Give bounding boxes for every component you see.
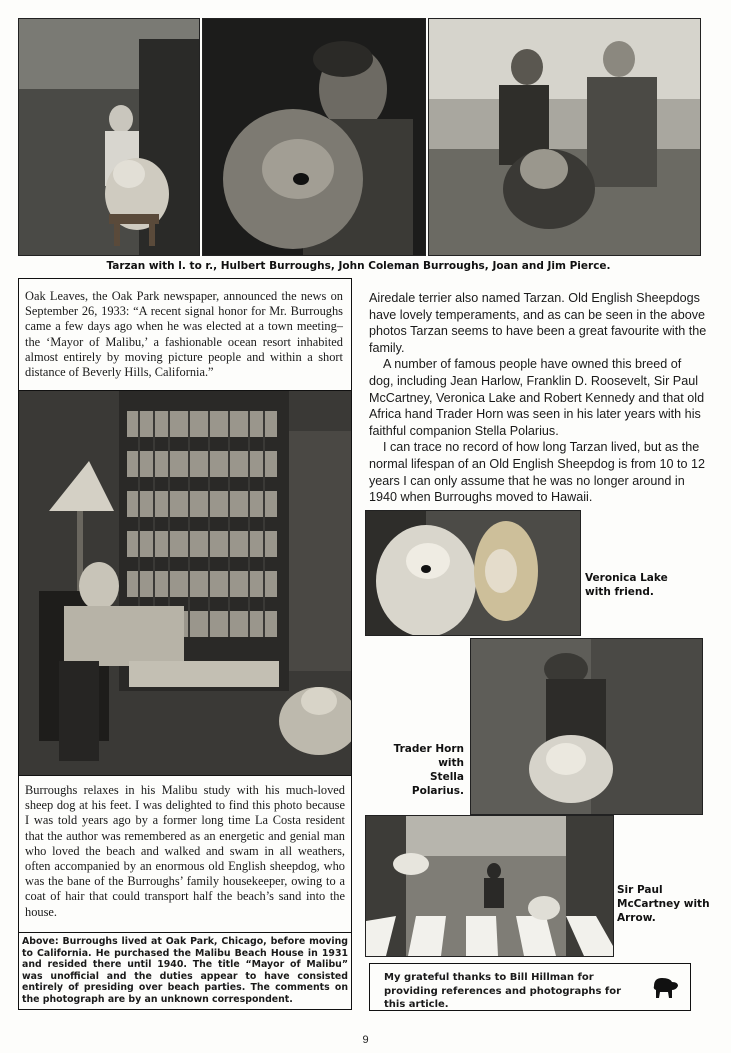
photo-hulbert-burroughs (18, 18, 200, 256)
right-column-text (369, 290, 707, 506)
right-paragraph-2: A number of famous people have owned this breed of dog, including Jean Harlow, Franklin D. Roosevelt, Sir Paul McCartney, Veronica Lake and Robert Kennedy and that old Africa hand Trader Horn was seen in his later years with his faithful companion Stella Polarius. (369, 357, 705, 438)
photo-joan-and-jim-pierce (428, 18, 701, 256)
intro-paragraph: Oak Leaves, the Oak Park newspaper, announced the news on September 26, 1933: “A recent signal honor for Mr. Burroughs came a few days ago when he was elected at a town meeting–the ‘Mayor of Malibu,’ a fashionable ocean resort inhabited almost entirely by moving picture people and within a short distance of Beverly Hills, California.” (25, 289, 343, 380)
photo-trader-horn (470, 638, 703, 815)
study-photo-caption: Burroughs relaxes in his Malibu study with his much-loved sheep dog at his feet. I was delighted to find this photo because I was told years ago by a former long time La Costa resident that the author was remembered as an energetic and genial man who loved the beach and walked and swam in all weathers, often accompanied by an enormous old English sheepdog, who was the bane of the Burroughs’ family housekeeper, owing to a coat of hair that could transport half the beach’s sand into the house. (25, 783, 345, 919)
trader-horn-caption: Trader Horn with Stella Polarius. (393, 743, 464, 797)
bottom-note-text: Above: Burroughs lived at Oak Park, Chicago, before moving to California. He purchased the Malibu Beach House in 1931 and resided there until 1940. The title “Mayor of Malibu” was unofficial and the duties appear to have consisted entirely of presiding over beach parties. The comments on the photograph are by an unknown correspondent. (22, 936, 348, 1005)
thanks-text: My grateful thanks to Bill Hillman for providing references and photographs for this article. (384, 972, 622, 1010)
sheepdog-icon (650, 972, 680, 1002)
mccartney-caption: Sir Paul McCartney with Arrow. (617, 884, 710, 924)
photo-veronica-lake (365, 510, 581, 636)
photo-john-coleman-burroughs (202, 18, 426, 256)
photo-paul-mccartney (365, 815, 614, 957)
top-photos-caption: Tarzan with l. to r., Hulbert Burroughs, John Coleman Burroughs, Joan and Jim Pierce. (106, 260, 611, 272)
photo-malibu-study (19, 390, 351, 776)
right-paragraph-1: Airedale terrier also named Tarzan. Old English Sheepdogs have lovely temperaments, and as can be seen in the above photos Tarzan seems to have been a great favourite with the family. (369, 291, 707, 355)
veronica-lake-caption: Veronica Lake with friend. (585, 572, 668, 598)
right-paragraph-3: I can trace no record of how long Tarzan lived, but as the normal lifespan of an Old English Sheepdog is from 10 to 12 years I can only assume that he was no longer around in 1940 when Burroughs moved to Hawaii. (369, 440, 706, 505)
page-number: 9 (362, 1034, 369, 1046)
